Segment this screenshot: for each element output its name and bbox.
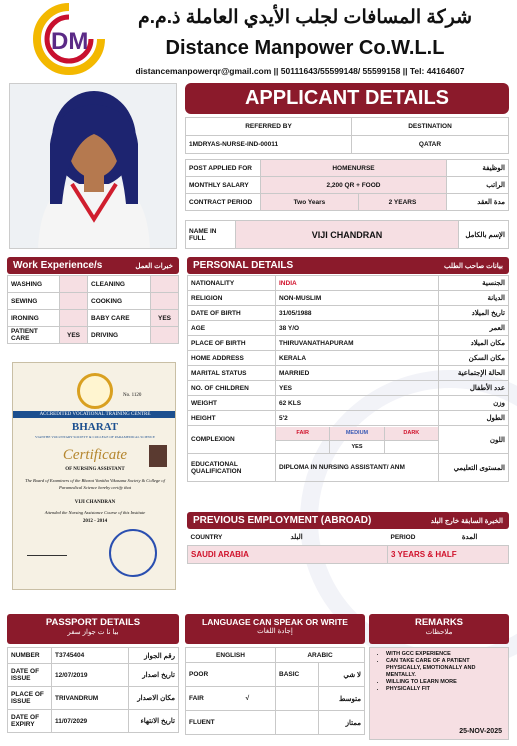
salary-value: 2,200 QR + FOOD xyxy=(261,177,447,194)
svg-text:DM: DM xyxy=(51,28,89,55)
work-experience-row xyxy=(8,327,179,344)
certificate-stamp xyxy=(109,529,157,577)
passport-label: DATE OF EXPIRY xyxy=(8,710,52,733)
personal-detail-label: MARITAL STATUS xyxy=(188,366,276,381)
remark-item: • PHYSICALLY FIT xyxy=(386,686,504,693)
salary-label: MONTHLY SALARY xyxy=(186,177,261,194)
personal-detail-label-ar: مكان الميلاد xyxy=(439,336,509,351)
complexion-medium: MEDIUM xyxy=(329,427,383,440)
work-skill-value xyxy=(60,276,88,293)
contract-label: CONTRACT PERIOD xyxy=(186,194,261,211)
personal-detail-value: 31/05/1988 xyxy=(276,306,439,321)
fluent-label-ar: ممتاز xyxy=(319,711,365,735)
previous-employment-header xyxy=(187,512,509,529)
medium-label-ar: متوسط xyxy=(319,687,365,711)
passport-title-ar: بيا نا ت جواز سفر xyxy=(67,629,119,636)
fair-checkmark: √ xyxy=(245,695,250,702)
company-logo xyxy=(33,3,105,75)
personal-detail-value: NON-MUSLIM xyxy=(276,291,439,306)
contract-value-years: 2 YEARS xyxy=(358,194,446,211)
language-table xyxy=(185,647,365,735)
personal-detail-label-ar: وزن xyxy=(439,396,509,411)
fair-label: FAIR xyxy=(189,695,204,702)
personal-detail-label: AGE xyxy=(188,321,276,336)
page-title: APPLICANT DETAILS xyxy=(185,83,509,114)
personal-detail-row xyxy=(188,396,509,411)
work-experience-row xyxy=(8,293,179,310)
personal-detail-label-ar: الحالة الإجتماعية xyxy=(439,366,509,381)
personal-detail-label: RELIGION xyxy=(188,291,276,306)
applicant-photo xyxy=(9,83,177,249)
personal-details-header xyxy=(187,257,509,274)
complexion-selected: YES xyxy=(329,441,384,453)
personal-detail-label-ar: عدد الأطفال xyxy=(439,381,509,396)
passport-label-ar: مكان الاصدار xyxy=(129,687,179,710)
contract-value: Two Years xyxy=(261,194,359,211)
certificate-of: OF NURSING ASSISTANT xyxy=(65,467,125,472)
passport-label: DATE OF ISSUE xyxy=(8,664,52,687)
work-skill-value xyxy=(151,327,179,344)
arabic-header: ARABIC xyxy=(276,648,365,663)
personal-detail-value: THIRUVANATHAPURAM xyxy=(276,336,439,351)
remarks-box xyxy=(369,647,509,740)
personal-detail-row xyxy=(188,306,509,321)
work-experience-table xyxy=(7,275,179,344)
work-skill-label: BABY CARE xyxy=(88,310,151,327)
personal-detail-row xyxy=(188,411,509,426)
education-label-ar: المستوى التعليمي xyxy=(439,454,509,482)
personal-detail-row xyxy=(188,291,509,306)
work-experience-row xyxy=(8,310,179,327)
work-skill-label: PATIENT CARE xyxy=(8,327,60,344)
work-experience-row xyxy=(8,276,179,293)
personal-detail-label-ar: الطول xyxy=(439,411,509,426)
complexion-options xyxy=(276,426,439,454)
work-experience-header xyxy=(7,257,179,274)
personal-detail-label: DATE OF BIRTH xyxy=(188,306,276,321)
basic-label-ar: لا شي xyxy=(319,663,365,687)
passport-label: PLACE OF ISSUE xyxy=(8,687,52,710)
personal-detail-label-ar: العمر xyxy=(439,321,509,336)
company-name-arabic: شركة المسافات لجلب الأيدي العاملة ذ.م.م xyxy=(137,7,473,28)
passport-row xyxy=(8,648,179,664)
work-skill-label: SEWING xyxy=(8,293,60,310)
destination-label: DESTINATION xyxy=(352,118,509,136)
country-label-ar: البلد xyxy=(290,534,303,542)
language-title: LANGUAGE CAN SPEAK OR WRITE xyxy=(202,617,348,627)
personal-detail-label: NATIONALITY xyxy=(188,276,276,291)
personal-detail-label: NO. OF CHILDREN xyxy=(188,381,276,396)
work-skill-value xyxy=(151,276,179,293)
fluent-label: FLUENT xyxy=(186,711,276,735)
certificate-image xyxy=(12,362,176,590)
passport-label-ar: تاريخ اصدار xyxy=(129,664,179,687)
remarks-date: 25-NOV-2025 xyxy=(459,728,502,735)
passport-row xyxy=(8,687,179,710)
personal-detail-value: 62 KLS xyxy=(276,396,439,411)
complexion-label: COMPLEXION xyxy=(188,426,276,454)
education-label: EDUCATIONAL QUALIFICATION xyxy=(188,454,276,482)
post-value: HOMENURSE xyxy=(261,160,447,177)
passport-title: PASSPORT DETAILS xyxy=(45,617,141,628)
referred-by-label: REFERRED BY xyxy=(186,118,352,136)
full-name-value: VIJI CHANDRAN xyxy=(236,221,459,249)
certificate-course: Attended the Nursing Assistance Course of this Institute xyxy=(44,510,146,515)
work-skill-value xyxy=(151,293,179,310)
passport-row xyxy=(8,710,179,733)
certificate-signature xyxy=(27,555,67,556)
poor-label: POOR xyxy=(186,663,276,687)
certificate-years: 2012 - 2014 xyxy=(82,519,108,524)
passport-label-ar: تاريخ الانتهاء xyxy=(129,710,179,733)
passport-label-ar: رقم الجواز xyxy=(129,648,179,664)
personal-detail-row xyxy=(188,276,509,291)
salary-label-ar: الراتب xyxy=(447,177,509,194)
personal-detail-row xyxy=(188,336,509,351)
post-label: POST APPLIED FOR xyxy=(186,160,261,177)
certificate-body: The Board of Examiners of the Bharat Vanitha Vikasana Society & College of Paramedical Science hereby certify that xyxy=(25,478,165,490)
work-skill-label: IRONING xyxy=(8,310,60,327)
previous-employment-title: PREVIOUS EMPLOYMENT (ABROAD) xyxy=(193,515,372,526)
passport-header xyxy=(7,614,179,644)
remarks-list xyxy=(378,651,504,693)
remarks-title-ar: ملاحظات xyxy=(425,629,453,636)
personal-details-title: PERSONAL DETAILS xyxy=(193,260,294,271)
period-value: 3 YEARS & HALF xyxy=(388,545,509,563)
language-header xyxy=(185,614,365,644)
personal-detail-value: INDIA xyxy=(276,276,439,291)
referral-code: 1MDRYAS-NURSE-IND-00011 xyxy=(186,136,352,154)
country-value: SAUDI ARABIA xyxy=(188,545,388,563)
personal-detail-value: MARRIED xyxy=(276,366,439,381)
personal-detail-row xyxy=(188,381,509,396)
personal-detail-row xyxy=(188,366,509,381)
personal-detail-value: 5'2 xyxy=(276,411,439,426)
work-skill-label: CLEANING xyxy=(88,276,151,293)
complexion-dark: DARK xyxy=(384,427,438,440)
personal-detail-label-ar: تاريخ الميلاد xyxy=(439,306,509,321)
certificate-serial: No. 1120 xyxy=(123,393,142,398)
certificate-center: ACCREDITED VOCATIONAL TRAINING CENTRE xyxy=(13,411,176,418)
work-skill-label: COOKING xyxy=(88,293,151,310)
personal-detail-label-ar: الجنسية xyxy=(439,276,509,291)
passport-row xyxy=(8,664,179,687)
personal-detail-value: KERALA xyxy=(276,351,439,366)
certificate-seal xyxy=(77,373,113,409)
post-table xyxy=(185,159,509,211)
period-label: PERIOD xyxy=(390,533,416,541)
name-label-ar: الإسم بالكامل xyxy=(459,221,509,249)
fair-cell xyxy=(186,687,276,711)
remark-item: • WILLING TO LEARN MORE xyxy=(386,679,504,686)
personal-detail-label: HOME ADDRESS xyxy=(188,351,276,366)
work-skill-label: DRIVING xyxy=(88,327,151,344)
previous-employment-table xyxy=(187,530,509,564)
language-title-ar: إجادة اللغات xyxy=(257,628,293,635)
personal-detail-value: 38 Y/O xyxy=(276,321,439,336)
company-name-english: Distance Manpower Co.W.L.L xyxy=(165,37,445,59)
complexion-fair: FAIR xyxy=(276,427,329,440)
passport-table xyxy=(7,647,179,733)
education-value: DIPLOMA IN NURSING ASSISTANT/ ANM xyxy=(276,454,439,482)
country-label: COUNTRY xyxy=(190,533,223,541)
personal-detail-value: YES xyxy=(276,381,439,396)
contract-label-ar: مدة العقد xyxy=(447,194,509,211)
personal-detail-label: HEIGHT xyxy=(188,411,276,426)
name-label: NAME IN FULL xyxy=(186,221,236,249)
work-skill-value: YES xyxy=(60,327,88,344)
work-skill-label: WASHING xyxy=(8,276,60,293)
passport-value: TRIVANDRUM xyxy=(52,687,129,710)
destination-value: QATAR xyxy=(352,136,509,154)
work-experience-title-ar: خبرات العمل xyxy=(135,262,173,270)
post-label-ar: الوظيفة xyxy=(447,160,509,177)
english-header: ENGLISH xyxy=(186,648,276,663)
personal-details-title-ar: بيانات صاحب الطلب xyxy=(443,262,503,270)
basic-label: BASIC xyxy=(276,663,319,687)
previous-employment-title-ar: الخبرة السابقة خارج البلد xyxy=(430,517,503,525)
personal-detail-label: WEIGHT xyxy=(188,396,276,411)
passport-value: 12/07/2019 xyxy=(52,664,129,687)
personal-detail-label-ar: مكان السكن xyxy=(439,351,509,366)
work-skill-value xyxy=(60,293,88,310)
period-label-ar: المدة xyxy=(461,534,478,542)
work-experience-title: Work Experience/s xyxy=(13,260,103,271)
passport-value: 11/07/2029 xyxy=(52,710,129,733)
certificate-sub: VIANTHE VOLUNTARY SOCIETY & COLLEGE OF PARAMEDICAL SCIENCE xyxy=(35,435,155,439)
complexion-label-ar: اللون xyxy=(439,426,509,454)
certificate-holder: VIJI CHANDRAN xyxy=(74,500,116,505)
work-skill-value xyxy=(60,310,88,327)
remarks-title: REMARKS xyxy=(414,617,464,628)
remark-item: • CAN TAKE CARE OF A PATIENT PHYSICALLY, EMOTIONALLY AND MENTALLY. xyxy=(386,658,504,679)
certificate-name: BHARAT xyxy=(71,421,119,433)
personal-detail-row xyxy=(188,321,509,336)
work-skill-value: YES xyxy=(151,310,179,327)
passport-value: T3745404 xyxy=(52,648,129,664)
personal-detail-label: PLACE OF BIRTH xyxy=(188,336,276,351)
certificate-heading: Certificate xyxy=(62,447,128,463)
personal-details-table xyxy=(187,275,509,482)
remark-item: • WITH GCC EXPERIENCE xyxy=(386,651,504,658)
personal-detail-row xyxy=(188,351,509,366)
referral-table xyxy=(185,117,509,154)
remarks-header xyxy=(369,614,509,644)
contact-line: distancemanpowerqr@gmail.com || 50111643/55599148/ 55599158 || Tel: 44164607 xyxy=(135,66,465,76)
name-table xyxy=(185,220,509,249)
passport-label: NUMBER xyxy=(8,648,52,664)
personal-detail-label-ar: الديانة xyxy=(439,291,509,306)
